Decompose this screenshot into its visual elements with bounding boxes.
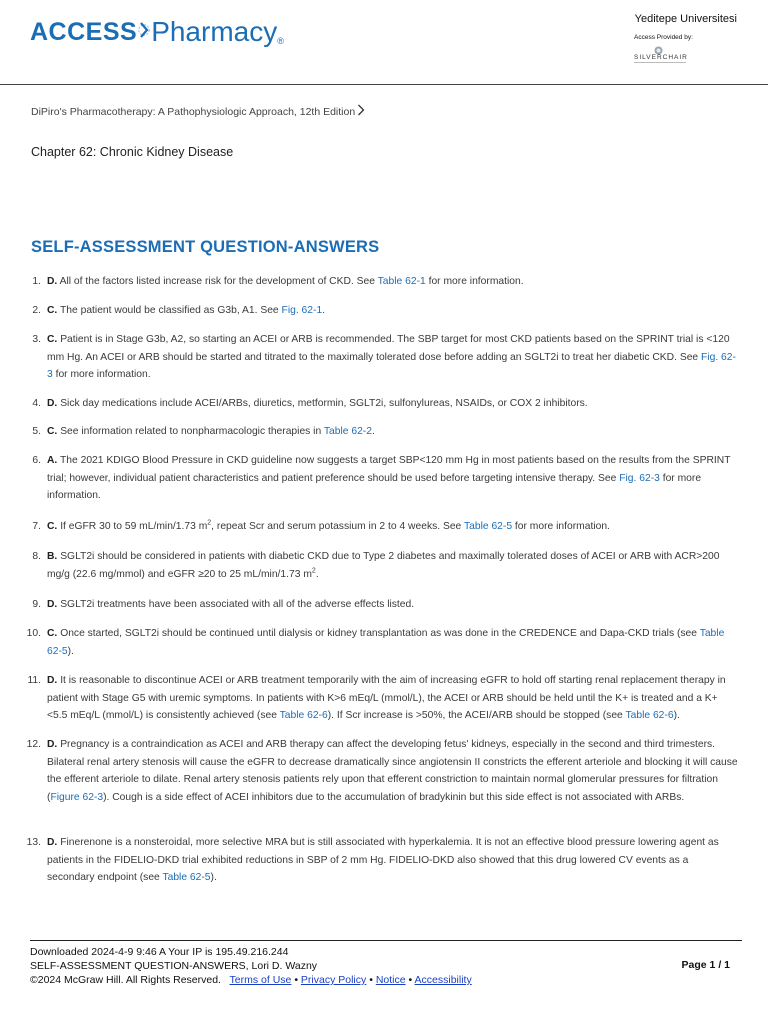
site-header [0,0,768,86]
answer-item [20,548,738,583]
answer-item [20,331,738,384]
answer-text-segment: . [322,305,326,316]
answer-text-segment: , repeat Scr and serum potassium in 2 to 4 weeks. See [211,521,464,532]
reference-link[interactable]: Table 62-5 [47,628,725,657]
answer-text [47,273,738,291]
answer-text-segment: The 2021 KDIGO Blood Pressure in CKD guideline now suggests a target SBP<120 mm Hg in most patients based on the results from the SPRINT trial; however, individual patient characteristics and patient preference should be used before targeting intensive therapy. See [47,455,731,484]
chevron-right-icon [357,104,365,119]
answer-text [47,625,738,660]
reference-link[interactable]: Table 62-5 [162,872,211,884]
answer-text-segment: for more information. [512,521,610,532]
reference-link[interactable]: Table 62-1 [377,276,426,287]
answer-letter: D. [47,837,58,848]
answer-number: 12. [26,739,41,750]
logo-registered-mark: ® [277,36,284,46]
notice-link[interactable]: Notice [375,974,406,986]
answer-letter: C. [47,305,58,316]
provider-logo-text: SILVERCHAIR [634,54,688,61]
answer-number: 3. [32,334,41,345]
reference-link[interactable]: Table 62-6 [279,710,328,722]
answer-text-segment: ). Cough is a side effect of ACEI inhibitors due to the accumulation of bradykinin but this side effect is not associated with ARBs. [103,791,685,803]
superscript: 2 [311,567,316,575]
answer-text-segment: The patient would be classified as G3b, A1. See [60,305,282,316]
institution-name: Yeditepe Universitesi [634,13,737,25]
answer-letter: D. [47,739,58,750]
answer-item [20,596,738,614]
answer-text [47,302,738,320]
answer-item [20,273,738,291]
answer-text-segment: ). [673,710,680,722]
superscript: 2 [207,519,212,527]
answer-number: 11. [27,675,41,686]
answer-text-segment: ). If Scr increase is >50%, the ACEI/ARB should be stopped (see [327,710,626,722]
answer-number: 8. [32,551,41,562]
answer-text-segment: . [371,426,375,437]
footer [30,945,472,987]
answer-text-segment: for more information. [425,276,524,287]
answer-text-segment: . [315,568,319,580]
answer-text [47,834,738,887]
answer-text-segment: If eGFR 30 to 59 mL/min/1.73 m [60,521,208,532]
answer-text-segment: All of the factors listed increase risk for the development of CKD. See [59,276,378,287]
terms-of-use-link[interactable]: Terms of Use [229,974,292,986]
answer-number: 2. [32,305,41,316]
answer-text-segment: SGLT2i treatments have been associated with all of the adverse effects listed. [60,599,415,610]
answer-text-segment: Finerenone is a nonsteroidal, more selective MRA but is still associated with hyperkalemia. It is not an effective blood pressure lowering agent as patients in the FIDELIO-DKD trial exhibited reductions in SBP of 2 mm Hg. FIDELIO-DKD also showed that this drug lowered CV events as a secondary endpoint (see [47,837,719,884]
answer-item [20,302,738,320]
privacy-policy-link[interactable]: Privacy Policy [300,974,367,986]
provider-divider [634,62,686,63]
answer-text [47,736,738,806]
access-provided-label: Access Provided by: [634,34,693,41]
answer-item [20,452,738,505]
answer-text [47,423,738,441]
logo-pharmacy-text: Pharmacy [151,16,278,47]
answer-text-segment: Pregnancy is a contraindication as ACEI and ARB therapy can affect the developing fetus' kidneys, especially in the second and third trimesters. Bilateral renal artery stenosis will cause the eGFR to decrease dramatically since angiotensin II constricts the efferent arteriole and blocking it will cause the efferent arteriole to dilate. Renal artery stenosis patients rely upon that efferent constriction to maintain normal glomerular pressures for filtration ( [47,739,738,803]
answer-text-segment: ). [210,872,217,884]
answer-number: 9. [32,599,41,610]
answer-number: 7. [32,521,41,532]
chapter-title: Chapter 62: Chronic Kidney Disease [31,145,234,159]
answer-text-segment: for more information. [52,369,151,381]
answer-text-segment: Once started, SGLT2i should be continued until dialysis or kidney transplantation as was done in the CREDENCE and Dapa-CKD trials (see [60,628,700,639]
answer-text-segment: It is reasonable to discontinue ACEI or ARB treatment temporarily with the aim of increasing eGFR to hold off starting renal replacement therapy in patient with Stage G5 with uremic symptoms. In patients with K>6 mEq/L (mmol/L), the ACEI or ARB should be held until the K+ is treated and a K+ <5.5 mEq/L (mmol/L) is consistently achieved (see [47,675,726,722]
answer-number: 1. [32,276,41,287]
answer-text-segment: SGLT2i should be considered in patients with diabetic CKD due to Type 2 diabetes and maximally tolerated doses of ACEI or ARB with ACR>200 mg/g (22.6 mg/mmol) and eGFR ≥20 to 25 mL/min/1.73 m [47,551,720,580]
answer-text [47,331,738,384]
reference-link[interactable]: Table 62-5 [463,521,513,532]
footer-separator: • [408,974,413,986]
answer-item [20,625,738,660]
answer-text [47,672,738,725]
reference-link[interactable]: Table 62-2 [323,426,372,437]
accesspharmacy-logo[interactable] [30,12,284,52]
answer-item [20,518,738,536]
copyright: ©2024 McGraw Hill. All Rights Reserved. [30,974,221,986]
answer-text [47,452,738,505]
answer-number: 6. [32,455,41,466]
reference-link[interactable]: Fig. 62-3 [47,351,736,381]
answer-item [20,423,738,441]
answer-text-segment: See information related to nonpharmacologic therapies in [60,426,324,437]
download-info: Downloaded 2024-4-9 9:46 A Your IP is 195.49.216.244 [30,946,289,958]
logo-chevron-icon [138,19,150,46]
answer-letter: C. [47,334,58,345]
logo-access-text: ACCESS [30,17,138,46]
answer-text-segment: Patient is in Stage G3b, A2, so starting an ACEI or ARB is recommended. The SBP target for most CKD patients based on the SPRINT trial is <120 mm Hg. An ACEI or ARB should be started and titrated to the maximally tolerated dose before adding an SGLT2i to treat her diabetic CKD. See [47,334,730,363]
breadcrumb-book-title[interactable]: DiPiro's Pharmacotherapy: A Pathophysiologic Approach, 12th Edition [31,105,356,118]
reference-link[interactable]: Table 62-6 [625,710,674,722]
answer-text [47,548,738,583]
accessibility-link[interactable]: Accessibility [414,974,472,986]
answer-letter: C. [47,521,58,532]
answer-text-segment: for more information. [47,472,702,502]
footer-divider [30,940,742,941]
reference-link[interactable]: Figure 62-3 [50,791,104,803]
answer-number: 4. [32,398,41,409]
reference-link[interactable]: Fig. 62-3 [619,472,660,484]
footer-separator: • [369,974,373,986]
footer-separator: • [294,974,298,986]
answer-letter: D. [47,599,58,610]
answer-number: 10. [26,628,41,639]
answer-letter: C. [47,426,58,437]
answer-text [47,395,738,413]
answer-letter: D. [47,398,58,409]
answer-text-segment: ). [67,645,74,657]
answer-letter: C. [47,628,58,639]
header-divider [0,84,768,85]
answer-text-segment: Sick day medications include ACEI/ARBs, diuretics, metformin, SGLT2i, sulfonylureas, NSAIDs, or COX 2 inhibitors. [60,398,588,409]
answer-text [47,518,738,536]
answer-item [20,834,738,887]
breadcrumb[interactable] [31,104,365,119]
reference-link[interactable]: Fig. 62-1 [281,305,323,316]
answer-item [20,395,738,413]
footer-links-row [30,973,472,987]
answer-number: 5. [32,426,41,437]
answer-letter: D. [47,675,58,686]
page-number: Page 1 / 1 [681,959,730,971]
section-title: SELF-ASSESSMENT QUESTION-ANSWERS [31,238,380,256]
answer-text [47,596,738,614]
answer-number: 13. [26,837,41,848]
answer-letter: A. [47,455,58,466]
section-author: SELF-ASSESSMENT QUESTION-ANSWERS, Lori D. Wazny [30,960,318,972]
answer-item [20,736,738,806]
answer-letter: D. [47,276,58,287]
answer-item [20,672,738,725]
answer-letter: B. [47,551,58,562]
